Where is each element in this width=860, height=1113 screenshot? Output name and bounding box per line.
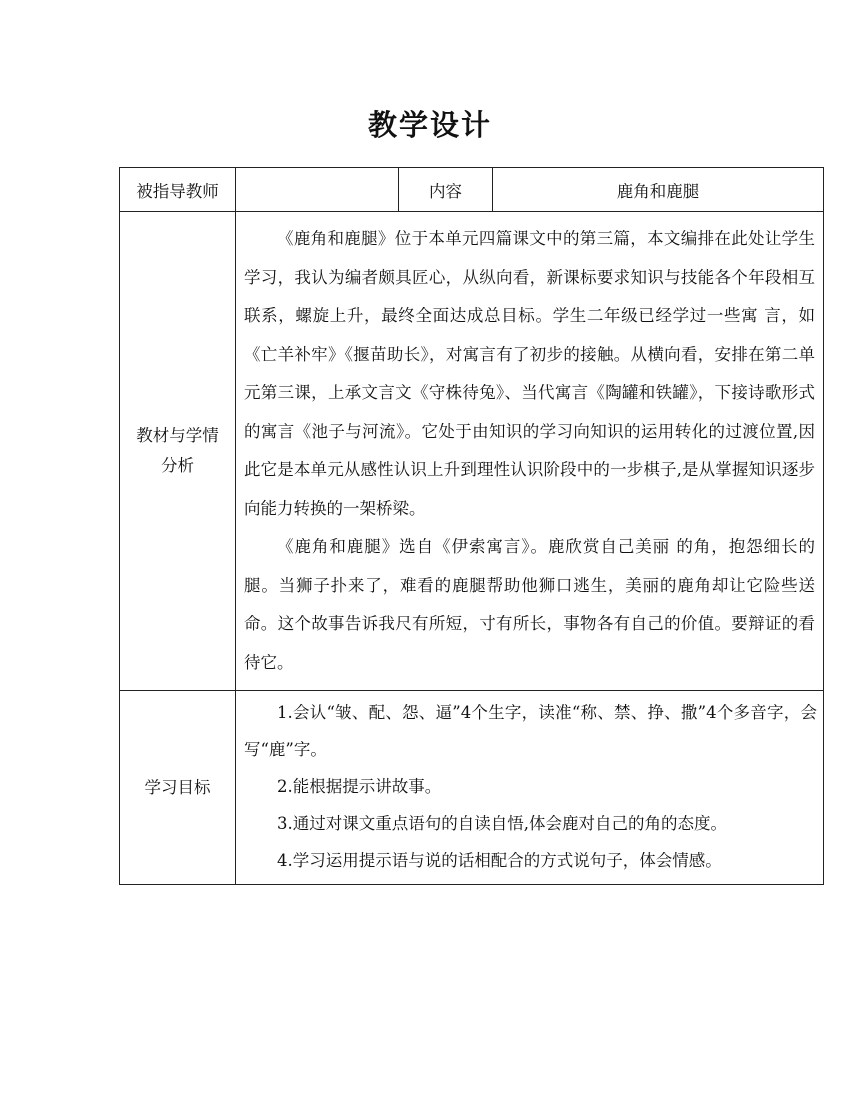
objective-item: 4.学习运用提示语与说的话相配合的方式说句子，体会情感。 — [277, 851, 722, 870]
analysis-label: 教材与学情分析 — [120, 212, 236, 691]
header-row — [120, 168, 824, 212]
objective-item: 3.通过对课文重点语句的自读自悟,体会鹿对自己的角的态度。 — [277, 814, 727, 833]
document-title: 教学设计 — [367, 108, 492, 142]
teacher-value — [236, 168, 399, 212]
analysis-body — [236, 212, 824, 691]
objectives-body — [236, 691, 824, 885]
objective-item: 1.会认“皱、配、怨、逼”4个生字，读准“称、禁、挣、撒”4个多音字，会写“鹿”字。 — [244, 703, 817, 759]
analysis-row — [120, 212, 824, 691]
lesson-table — [119, 167, 824, 885]
content-value: 鹿角和鹿腿 — [493, 168, 824, 212]
teacher-label: 被指导教师 — [120, 168, 236, 212]
objectives-label: 学习目标 — [120, 691, 236, 885]
analysis-paragraph: 《鹿角和鹿腿》选自《伊索寓言》。鹿欣赏自己美丽 的角，抱怨细长的腿。当狮子扑来了，难看的鹿腿帮助他狮口逃生，美丽的鹿角却让它险些送命。这个故事告诉我尺有所短，寸有所长，事物各有自己的价值。要辩证的看待它。 — [244, 537, 815, 672]
objective-item: 2.能根据提示讲故事。 — [277, 777, 442, 796]
objectives-row — [120, 691, 824, 885]
content-label: 内容 — [399, 168, 493, 212]
analysis-paragraph: 《鹿角和鹿腿》位于本单元四篇课文中的第三篇，本文编排在此处让学生学习，我认为编者颇具匠心，从纵向看，新课标要求知识与技能各个年段相互联系，螺旋上升，最终全面达成总目标。学生二年级已经学过一些寓 言，如《亡羊补牢》《揠苗助长》，对寓言有了初步的接触。从横向看，安排在第二单元第三课，上承文言文《守株待兔》、当代寓言《陶罐和铁罐》，下接诗歌形式的寓言《池子与河流》。它处于由知识的学习向知识的运用转化的过渡位置,因此它是本单元从感性认识上升到理性认识阶段中的一步棋子,是从掌握知识逐步向能力转换的一架桥梁。 — [244, 229, 815, 518]
